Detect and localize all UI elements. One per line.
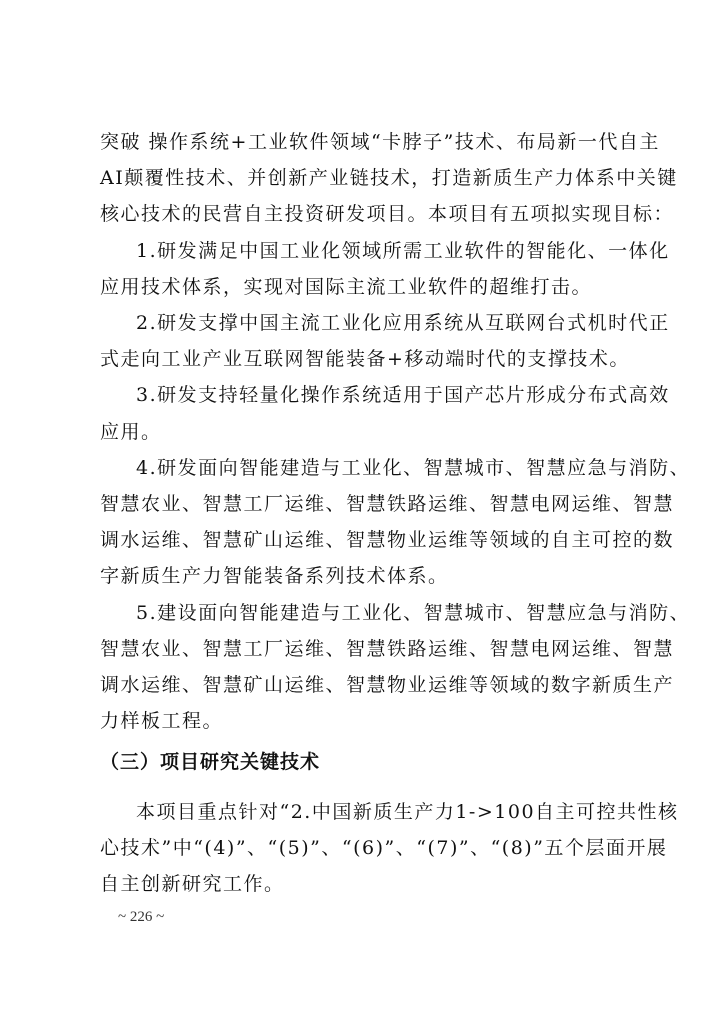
text-line: 突破 操作系统+工业软件领域“卡脖子”技术、布局新一代自主 — [100, 131, 660, 153]
text-line: 智慧农业、智慧工厂运维、智慧铁路运维、智慧电网运维、智慧 — [100, 637, 675, 660]
text-line: 调水运维、智慧矿山运维、智慧物业运维等领域的数字新质生产 — [100, 674, 675, 696]
text-line: 1.研发满足中国工业化领域所需工业软件的智能化、一体化 — [136, 239, 670, 262]
text-line: 自主创新研究工作。 — [100, 873, 285, 895]
text-line: 3.研发支持轻量化操作系统适用于国产芯片形成分布式高效 — [136, 384, 670, 407]
text-line: 5.建设面向智能建造与工业化、智慧城市、智慧应急与消防、 — [136, 601, 691, 624]
section-heading: （三）项目研究关键技术 — [100, 751, 321, 773]
text-line: 心技术”中“(4)”、“(5)”、“(6)”、“(7)”、“(8)”五个层面开展 — [100, 837, 668, 859]
text-line: 调水运维、智慧矿山运维、智慧物业运维等领域的自主可控的数 — [100, 529, 675, 552]
text-line: AI颠覆性技术、并创新产业链技术，打造新质生产力体系中关键 — [100, 167, 678, 190]
text-line: 力样板工程。 — [100, 710, 224, 733]
text-line: 智慧农业、智慧工厂运维、智慧铁路运维、智慧电网运维、智慧 — [100, 493, 675, 515]
text-line: 2.研发支撑中国主流工业化应用系统从互联网台式机时代正 — [136, 312, 670, 334]
page-number: ~ 226 ~ — [118, 909, 165, 925]
text-line: 字新质生产力智能装备系列技术体系。 — [100, 565, 449, 588]
text-line: 应用。 — [100, 420, 162, 443]
text-line: 应用技术体系，实现对国际主流工业软件的超维打击。 — [100, 275, 593, 298]
text-line: 核心技术的民营自主投资研发项目。本项目有五项拟实现目标： — [100, 203, 675, 226]
text-line: 本项目重点针对“2.中国新质生产力1->100自主可控共性核 — [136, 801, 679, 823]
text-line: 4.研发面向智能建造与工业化、智慧城市、智慧应急与消防、 — [136, 456, 691, 479]
text-line: 式走向工业产业互联网智能装备+移动端时代的支撑技术。 — [100, 348, 630, 371]
